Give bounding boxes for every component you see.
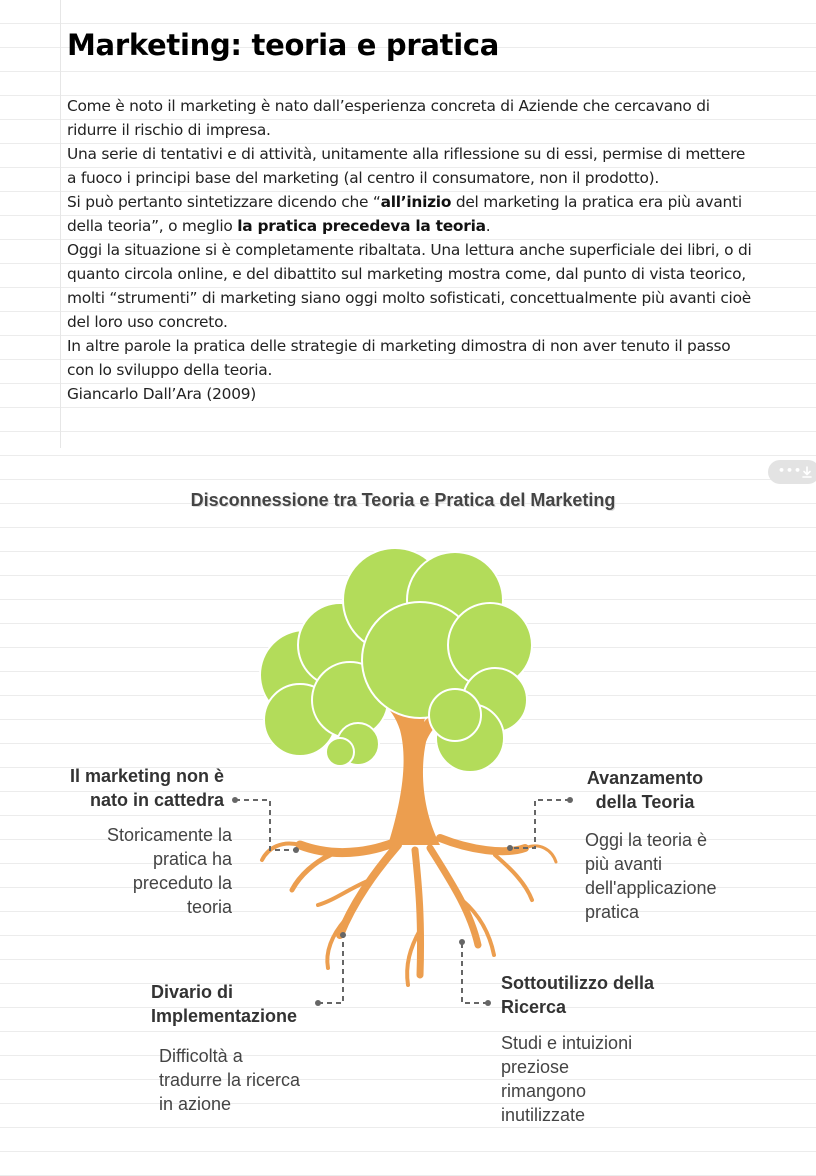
paragraph-text: Oggi la situazione si è completamente ribaltata. Una lettura anche superficiale dei libri, o di quanto circola online, e del dibattito sul marketing mostra come, dal punto di vista teorico, molti “strumenti” di marketing siano oggi molto sofisticati, concettualmente più avanti cioè del loro uso concreto. bbox=[67, 241, 752, 331]
heading-line: Il marketing non è bbox=[69, 766, 224, 786]
desc-line: teoria bbox=[186, 897, 232, 917]
paragraph-text: del marketing la pratica era più avanti della teoria”, o meglio bbox=[67, 193, 742, 235]
document-title: Marketing: teoria e pratica bbox=[67, 28, 500, 62]
desc-line: più avanti bbox=[585, 854, 663, 874]
heading-line: Implementazione bbox=[151, 1006, 298, 1026]
paragraph-text: Come è noto il marketing è nato dall’esperienza concreta di Aziende che cercavano di ridurre il rischio di impresa. bbox=[67, 97, 710, 139]
heading-line: Sottoutilizzo della bbox=[501, 973, 654, 993]
desc-line: Storicamente la bbox=[106, 825, 232, 845]
desc-line: Studi e intuizioni bbox=[501, 1033, 633, 1053]
desc-line: inutilizzate bbox=[501, 1105, 586, 1125]
desc-line: pratica bbox=[585, 902, 640, 922]
label-top-left-heading bbox=[70, 764, 224, 812]
tree-foliage bbox=[260, 548, 532, 772]
heading-line: della Teoria bbox=[595, 792, 695, 812]
desc-line: pratica ha bbox=[152, 849, 232, 869]
more-options-icon[interactable]: ••• bbox=[778, 464, 803, 477]
label-bottom-left-description bbox=[159, 1044, 300, 1116]
desc-line: in azione bbox=[159, 1094, 232, 1114]
label-bottom-left-heading bbox=[151, 980, 297, 1028]
desc-line: Difficoltà a bbox=[159, 1046, 243, 1066]
label-top-right-description bbox=[585, 828, 717, 924]
desc-line: dell'applicazione bbox=[585, 878, 717, 898]
bold-text: la pratica precedeva la teoria bbox=[237, 217, 486, 235]
desc-line: rimangono bbox=[501, 1081, 587, 1101]
desc-line: tradurre la ricerca bbox=[159, 1070, 301, 1090]
heading-line: Divario di bbox=[151, 982, 234, 1002]
paragraph-text: In altre parole la pratica delle strategie di marketing dimostra di non aver tenuto il passo con lo sviluppo della teoria. bbox=[67, 337, 731, 379]
paragraph-text: Giancarlo Dall’Ara (2009) bbox=[67, 385, 257, 403]
bold-text: all’inizio bbox=[380, 193, 452, 211]
desc-line: preziose bbox=[501, 1057, 570, 1077]
label-bottom-right-heading bbox=[501, 971, 654, 1019]
label-bottom-right-description bbox=[501, 1031, 632, 1127]
paragraph-text: . bbox=[485, 217, 491, 235]
tree-roots bbox=[262, 838, 556, 985]
diagram-title: Disconnessione tra Teoria e Pratica del Marketing bbox=[190, 490, 616, 510]
label-top-left-description bbox=[107, 823, 232, 919]
paragraph-text: Si può pertanto sintetizzare dicendo che “ bbox=[67, 193, 381, 211]
heading-line: Avanzamento bbox=[586, 768, 704, 788]
heading-line: Ricerca bbox=[501, 997, 567, 1017]
paragraph-text: Una serie di tentativi e di attività, unitamente alla riflessione su di essi, permise di mettere a fuoco i principi base del marketing (al centro il consumatore, non il prodotto). bbox=[67, 145, 746, 187]
desc-line: Oggi la teoria è bbox=[585, 830, 708, 850]
desc-line: preceduto la bbox=[132, 873, 232, 893]
label-top-right-heading bbox=[570, 766, 720, 814]
heading-line: nato in cattedra bbox=[89, 790, 224, 810]
